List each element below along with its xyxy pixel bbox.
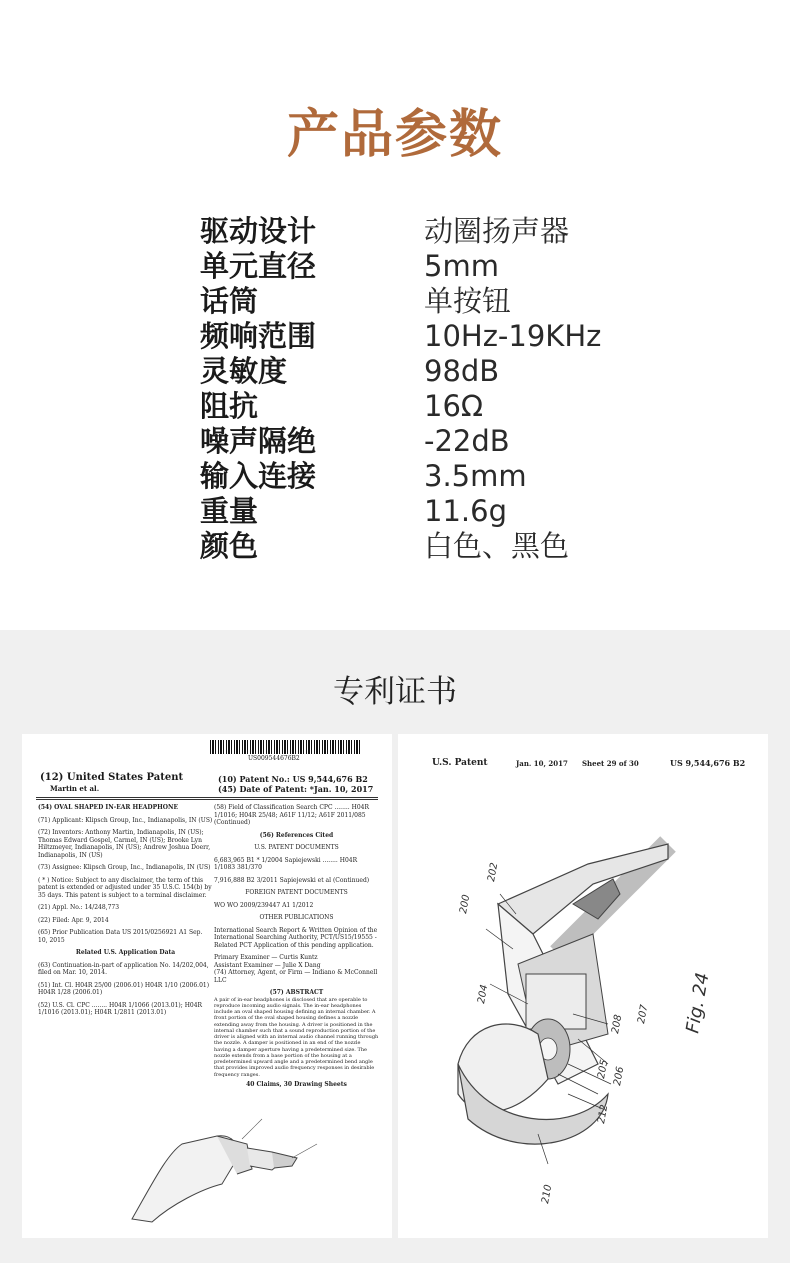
spec-label: 阻抗 (200, 389, 259, 423)
patent-field: (65) Prior Publication Data US 2015/0256921 A1 Sep. 10, 2015 (38, 929, 203, 944)
spec-value: 动圈扬声器 (424, 214, 570, 248)
spec-row (200, 389, 680, 424)
spec-row (200, 214, 680, 249)
inventor-short: Martin et al. (50, 784, 100, 793)
spec-row (200, 494, 680, 529)
spec-label: 噪声隔绝 (200, 424, 317, 458)
ref-label: 202 (486, 861, 501, 883)
spec-value: 单按钮 (424, 284, 512, 318)
patent-field: (63) Continuation-in-part of application No. 14/202,004, filed on Mar. 10, 2014. (38, 961, 209, 976)
sheet-number: Sheet 29 of 30 (582, 759, 639, 768)
patent-field: 40 Claims, 30 Drawing Sheets (246, 1080, 347, 1088)
patent-field: (52) U.S. Cl. CPC ........ H04R 1/1066 (2013.01); H04R 1/1016 (2013.01); H04R 1/2811 (2013.01) (38, 1001, 203, 1016)
patent-left-column (38, 804, 213, 1022)
patent-field: FOREIGN PATENT DOCUMENTS (245, 889, 348, 896)
spec-row (200, 249, 680, 284)
sheet-patent-number: US 9,544,676 B2 (670, 758, 746, 768)
spec-list (200, 214, 680, 564)
spec-label: 颜色 (200, 529, 259, 563)
patent-field: (56) References Cited (259, 831, 334, 839)
spec-row (200, 529, 680, 564)
spec-label: 重量 (200, 494, 259, 528)
ref-label: 200 (458, 893, 473, 915)
spec-value: -22dB (424, 424, 510, 458)
patent-number: (10) Patent No.: US 9,544,676 B2 (218, 774, 368, 784)
spec-label: 话筒 (200, 284, 259, 318)
patent-field: (71) Applicant: Klipsch Group, Inc., Indianapolis, IN (US) (38, 816, 213, 824)
spec-row (200, 424, 680, 459)
patent-field: Related U.S. Application Data (75, 949, 176, 956)
barcode (210, 740, 360, 754)
spec-label: 频响范围 (200, 319, 317, 353)
ref-label: 206 (612, 1065, 627, 1087)
patent-field: 7,916,888 B2 3/2011 Sapiejewski et al (Continued) (214, 876, 370, 884)
patent-field: (73) Assignee: Klipsch Group, Inc., Indianapolis, IN (US) (38, 864, 211, 871)
spec-value: 11.6g (424, 494, 507, 528)
patent-field: U.S. PATENT DOCUMENTS (254, 844, 339, 851)
patent-field: ( * ) Notice: Subject to any disclaimer, the term of this patent is extended or adjusted under 35 U.S.C. 154(b) by 35 days. This patent is subject to a terminal disclaimer. (38, 876, 212, 899)
spec-value: 白色、黑色 (424, 529, 570, 563)
ref-label: 210 (540, 1183, 555, 1205)
patent-front-page (22, 734, 392, 1238)
patent-right-column (214, 804, 379, 1093)
spec-value: 3.5mm (424, 459, 527, 493)
patent-field: (58) Field of Classification Search CPC ........ H04R 1/1016; H04R 25/48; A61F 11/12; A61F 2011/085 (Continued) (214, 804, 369, 826)
patent-field: International Search Report & Written Opinion of the International Searching Authority, PCT/US15/19555 - Related PCT Application of this pending application. (214, 926, 378, 949)
earphone-cross-section-drawing (398, 734, 768, 1238)
patent-field: Primary Examiner — Curtis Kuntz (214, 954, 318, 961)
patent-field: (72) Inventors: Anthony Martin, Indianapolis, IN (US); Thomas Edward Gospel, Carmel, IN (US); Brooke Lyn Hiltzmeyer, Indianapolis, IN (US); Andrew Joshua Doerr, Indianapolis, IN (US) (38, 829, 211, 859)
sheet-office: U.S. Patent (432, 758, 488, 768)
spec-label: 单元直径 (200, 249, 317, 283)
ref-label: 208 (610, 1013, 625, 1035)
certificate-heading: 专利证书 (333, 674, 457, 710)
patent-field: (21) Appl. No.: 14/248,773 (38, 904, 120, 911)
patent-field: A pair of in-ear headphones is disclosed that are operable to reproduce incoming audio signals. The in-ear headphones include an oval shaped housing defining an internal chamber. A front portion of the oval shaped housing defines a nozzle extending away from the housing. A driver is positioned in the internal chamber such that a sound reproduction portion of the driver is aligned with an internal audio channel running through the nozzle. A damper is positioned in an end of the nozzle having a damper aperture having a predetermined size. The nozzle extends from a base portion of the housing at a predetermined upward angle and a predetermined bend angle that provides improved audio frequency responses in desirable frequency ranges. (214, 996, 379, 1078)
headphone-sketch (122, 1114, 322, 1224)
divider (36, 797, 378, 798)
sheet-date: Jan. 10, 2017 (516, 759, 568, 768)
patent-field: (22) Filed: Apr. 9, 2014 (38, 916, 109, 924)
ref-label: 205 (596, 1058, 611, 1080)
patent-field: Assistant Examiner — Julie X Dang (214, 961, 321, 969)
patent-field: WO WO 2009/239447 A1 1/2012 (214, 901, 314, 909)
barcode-number: US009544676B2 (248, 755, 300, 762)
patent-drawing-sheet (398, 734, 768, 1238)
patent-field: (74) Attorney, Agent, or Firm — Indiano & McConnell LLC (214, 969, 378, 984)
page-title: 产品参数 (286, 105, 503, 165)
ref-label: 204 (476, 983, 491, 1005)
ref-label: 212 (596, 1103, 611, 1125)
patent-office: (12) United States Patent (40, 772, 184, 783)
spec-value: 16Ω (424, 389, 484, 423)
patent-field: (57) ABSTRACT (269, 989, 324, 996)
spec-row (200, 319, 680, 354)
spec-value: 10Hz-19KHz (424, 319, 602, 353)
spec-value: 98dB (424, 354, 500, 388)
product-specs-section (0, 0, 790, 630)
divider (36, 799, 378, 800)
spec-row (200, 459, 680, 494)
ref-label: 207 (636, 1003, 651, 1025)
patent-date: (45) Date of Patent: *Jan. 10, 2017 (218, 784, 374, 794)
patent-field: (51) Int. Cl. H04R 25/00 (2006.01) H04R 1/10 (2006.01) H04R 1/28 (2006.01) (38, 981, 210, 996)
spec-label: 驱动设计 (200, 214, 317, 248)
patent-field: (54) OVAL SHAPED IN-EAR HEADPHONE (38, 804, 179, 811)
spec-label: 灵敏度 (200, 354, 288, 388)
spec-label: 输入连接 (200, 459, 317, 493)
spec-row (200, 284, 680, 319)
patent-field: 6,683,965 B1 * 1/2004 Sapiejewski ........ H04R 1/1083 381/370 (214, 856, 358, 871)
spec-row (200, 354, 680, 389)
figure-label: Fig. 24 (682, 971, 714, 1035)
patent-field: OTHER PUBLICATIONS (259, 914, 334, 921)
spec-value: 5mm (424, 249, 499, 283)
